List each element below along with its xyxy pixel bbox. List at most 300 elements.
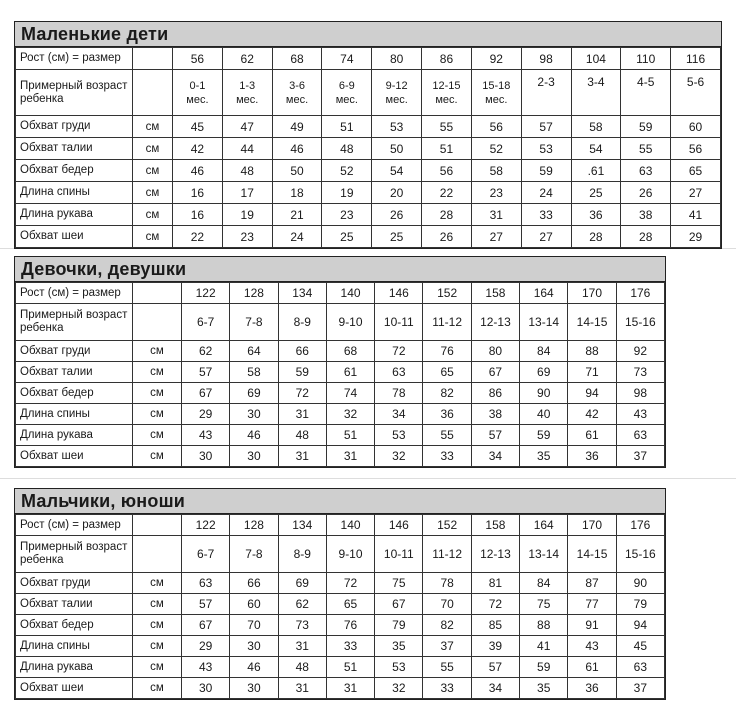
value-cell: 48: [278, 425, 326, 446]
value-cell: 57: [471, 657, 519, 678]
row-label: Рост (см) = размер: [16, 48, 133, 70]
table-row: [16, 116, 721, 138]
row-label: Рост (см) = размер: [16, 283, 133, 304]
unit-cell: см: [133, 160, 173, 182]
value-cell: 34: [471, 446, 519, 467]
value-cell: 46: [272, 138, 322, 160]
section-boys: [14, 488, 666, 700]
table-row: [16, 594, 665, 615]
value-cell: 52: [471, 138, 521, 160]
age-cell: 3-4: [571, 70, 621, 116]
value-cell: 46: [230, 657, 278, 678]
section-girls: [14, 256, 666, 468]
value-cell: 23: [322, 204, 372, 226]
unit-cell: [133, 304, 182, 341]
value-cell: 28: [422, 204, 472, 226]
unit-cell: см: [133, 615, 182, 636]
value-cell: 28: [571, 226, 621, 248]
value-cell: 43: [568, 636, 616, 657]
value-cell: 77: [568, 594, 616, 615]
value-cell: 66: [278, 341, 326, 362]
value-cell: 26: [621, 182, 671, 204]
value-cell: 90: [520, 383, 568, 404]
age-cell: 11-12: [423, 304, 471, 341]
value-cell: 81: [471, 573, 519, 594]
age-cell: 14-15: [568, 304, 616, 341]
row-label: Обхват талии: [16, 362, 133, 383]
value-cell: 79: [616, 594, 664, 615]
unit-cell: [133, 48, 173, 70]
value-cell: 58: [571, 116, 621, 138]
row-label: Обхват шеи: [16, 678, 133, 699]
value-cell: 72: [375, 341, 423, 362]
value-cell: 16: [173, 204, 223, 226]
size-cell: 140: [326, 283, 374, 304]
size-cell: 104: [571, 48, 621, 70]
value-cell: 31: [326, 678, 374, 699]
size-cell: 80: [372, 48, 422, 70]
value-cell: 20: [372, 182, 422, 204]
value-cell: 42: [173, 138, 223, 160]
value-cell: 29: [671, 226, 721, 248]
unit-cell: см: [133, 383, 182, 404]
size-cell: 56: [173, 48, 223, 70]
age-cell: 5-6: [671, 70, 721, 116]
unit-cell: см: [133, 425, 182, 446]
size-cell: 164: [520, 283, 568, 304]
age-cell: 3-6 мес.: [272, 70, 322, 116]
value-cell: 58: [471, 160, 521, 182]
value-cell: 66: [230, 573, 278, 594]
value-cell: 38: [471, 404, 519, 425]
age-cell: 15-18 мес.: [471, 70, 521, 116]
value-cell: 78: [375, 383, 423, 404]
table-row: [16, 226, 721, 248]
value-cell: 84: [520, 573, 568, 594]
size-table-boys: [15, 514, 665, 699]
table-row: [16, 138, 721, 160]
value-cell: 54: [372, 160, 422, 182]
value-cell: 72: [278, 383, 326, 404]
value-cell: 27: [671, 182, 721, 204]
value-cell: 37: [616, 678, 664, 699]
value-cell: 31: [278, 678, 326, 699]
value-cell: 94: [616, 615, 664, 636]
value-cell: 46: [173, 160, 223, 182]
value-cell: 45: [173, 116, 223, 138]
value-cell: 69: [230, 383, 278, 404]
size-cell: 116: [671, 48, 721, 70]
unit-cell: см: [133, 341, 182, 362]
value-cell: 56: [422, 160, 472, 182]
value-cell: 41: [671, 204, 721, 226]
value-cell: 39: [471, 636, 519, 657]
size-cell: 146: [375, 515, 423, 536]
value-cell: 72: [471, 594, 519, 615]
size-cell: 92: [471, 48, 521, 70]
size-cell: 128: [230, 515, 278, 536]
value-cell: 61: [326, 362, 374, 383]
table-row: [16, 657, 665, 678]
row-label: Обхват шеи: [16, 226, 133, 248]
table-row: [16, 636, 665, 657]
value-cell: 35: [520, 446, 568, 467]
age-cell: 8-9: [278, 536, 326, 573]
value-cell: 62: [182, 341, 230, 362]
value-cell: 56: [671, 138, 721, 160]
age-cell: 12-13: [471, 304, 519, 341]
value-cell: 63: [616, 657, 664, 678]
value-cell: 43: [182, 657, 230, 678]
value-cell: 37: [616, 446, 664, 467]
value-cell: 24: [521, 182, 571, 204]
section-title: Маленькие дети: [15, 22, 721, 47]
size-cell: 152: [423, 283, 471, 304]
unit-cell: см: [133, 362, 182, 383]
value-cell: 31: [471, 204, 521, 226]
value-cell: 75: [375, 573, 423, 594]
value-cell: 25: [571, 182, 621, 204]
value-cell: 65: [423, 362, 471, 383]
age-cell: 6-9 мес.: [322, 70, 372, 116]
value-cell: 56: [471, 116, 521, 138]
value-cell: 55: [423, 657, 471, 678]
value-cell: 53: [521, 138, 571, 160]
value-cell: 19: [322, 182, 372, 204]
value-cell: 18: [272, 182, 322, 204]
table-row: [16, 425, 665, 446]
value-cell: 73: [278, 615, 326, 636]
table-row: [16, 383, 665, 404]
unit-cell: см: [133, 636, 182, 657]
value-cell: 64: [230, 341, 278, 362]
value-cell: 29: [182, 404, 230, 425]
unit-cell: см: [133, 116, 173, 138]
value-cell: 16: [173, 182, 223, 204]
row-label: Обхват груди: [16, 573, 133, 594]
value-cell: 57: [521, 116, 571, 138]
size-cell: 176: [616, 515, 664, 536]
size-table-girls: [15, 282, 665, 467]
value-cell: 68: [326, 341, 374, 362]
value-cell: 53: [375, 425, 423, 446]
value-cell: 52: [322, 160, 372, 182]
table-row-age: [16, 70, 721, 116]
row-label: Обхват бедер: [16, 615, 133, 636]
value-cell: 59: [278, 362, 326, 383]
value-cell: 63: [621, 160, 671, 182]
size-cell: 134: [278, 515, 326, 536]
table-row: [16, 404, 665, 425]
size-cell: 110: [621, 48, 671, 70]
age-cell: 12-15 мес.: [422, 70, 472, 116]
value-cell: 51: [422, 138, 472, 160]
value-cell: 35: [375, 636, 423, 657]
value-cell: 65: [671, 160, 721, 182]
value-cell: 21: [272, 204, 322, 226]
row-label: Длина рукава: [16, 425, 133, 446]
value-cell: 46: [230, 425, 278, 446]
size-cell: 164: [520, 515, 568, 536]
value-cell: 29: [182, 636, 230, 657]
value-cell: 26: [422, 226, 472, 248]
row-label: Примерный возраст ребенка: [16, 536, 133, 573]
value-cell: 27: [471, 226, 521, 248]
size-cell: 134: [278, 283, 326, 304]
unit-cell: см: [133, 404, 182, 425]
age-cell: 9-10: [326, 304, 374, 341]
value-cell: 57: [471, 425, 519, 446]
value-cell: 31: [326, 446, 374, 467]
section-small-children: [14, 21, 722, 249]
value-cell: 33: [521, 204, 571, 226]
age-cell: 13-14: [520, 536, 568, 573]
age-cell: 15-16: [616, 536, 664, 573]
value-cell: 50: [272, 160, 322, 182]
value-cell: 60: [671, 116, 721, 138]
age-cell: 13-14: [520, 304, 568, 341]
value-cell: 43: [616, 404, 664, 425]
unit-cell: см: [133, 657, 182, 678]
value-cell: 67: [471, 362, 519, 383]
value-cell: 24: [272, 226, 322, 248]
size-cell: 170: [568, 515, 616, 536]
table-row: [16, 362, 665, 383]
unit-cell: см: [133, 204, 173, 226]
unit-cell: [133, 536, 182, 573]
size-cell: 170: [568, 283, 616, 304]
age-cell: 10-11: [375, 304, 423, 341]
age-cell: 6-7: [182, 304, 230, 341]
unit-cell: см: [133, 138, 173, 160]
size-cell: 98: [521, 48, 571, 70]
age-cell: 7-8: [230, 536, 278, 573]
row-label: Обхват бедер: [16, 160, 133, 182]
value-cell: 61: [568, 425, 616, 446]
row-label: Длина рукава: [16, 204, 133, 226]
value-cell: 33: [423, 446, 471, 467]
value-cell: 36: [423, 404, 471, 425]
section-title: Мальчики, юноши: [15, 489, 665, 514]
value-cell: 30: [182, 678, 230, 699]
value-cell: 31: [278, 404, 326, 425]
value-cell: 27: [521, 226, 571, 248]
unit-cell: [133, 70, 173, 116]
value-cell: 63: [616, 425, 664, 446]
value-cell: 32: [326, 404, 374, 425]
age-cell: 7-8: [230, 304, 278, 341]
size-cell: 128: [230, 283, 278, 304]
value-cell: 25: [322, 226, 372, 248]
row-label: Длина спины: [16, 636, 133, 657]
value-cell: 30: [182, 446, 230, 467]
value-cell: 80: [471, 341, 519, 362]
size-cell: 122: [182, 515, 230, 536]
age-cell: 6-7: [182, 536, 230, 573]
size-cell: 176: [616, 283, 664, 304]
value-cell: 59: [520, 425, 568, 446]
value-cell: 34: [471, 678, 519, 699]
unit-cell: см: [133, 182, 173, 204]
value-cell: 30: [230, 404, 278, 425]
size-cell: 140: [326, 515, 374, 536]
table-row-size: [16, 515, 665, 536]
value-cell: 38: [621, 204, 671, 226]
value-cell: 94: [568, 383, 616, 404]
value-cell: 26: [372, 204, 422, 226]
value-cell: 70: [423, 594, 471, 615]
value-cell: 51: [326, 425, 374, 446]
value-cell: 41: [520, 636, 568, 657]
unit-cell: [133, 283, 182, 304]
value-cell: 57: [182, 362, 230, 383]
value-cell: 23: [471, 182, 521, 204]
value-cell: 70: [230, 615, 278, 636]
table-row-age: [16, 536, 665, 573]
row-label: Обхват шеи: [16, 446, 133, 467]
value-cell: 34: [375, 404, 423, 425]
value-cell: 59: [520, 657, 568, 678]
value-cell: 71: [568, 362, 616, 383]
age-cell: 8-9: [278, 304, 326, 341]
value-cell: 78: [423, 573, 471, 594]
value-cell: 92: [616, 341, 664, 362]
value-cell: 30: [230, 678, 278, 699]
table-row: [16, 204, 721, 226]
value-cell: 53: [372, 116, 422, 138]
row-label: Примерный возраст ребенка: [16, 304, 133, 341]
size-cell: 146: [375, 283, 423, 304]
table-row-age: [16, 304, 665, 341]
value-cell: 63: [182, 573, 230, 594]
row-label: Рост (см) = размер: [16, 515, 133, 536]
value-cell: 82: [423, 615, 471, 636]
age-cell: 0-1 мес.: [173, 70, 223, 116]
value-cell: 36: [568, 678, 616, 699]
age-cell: 9-10: [326, 536, 374, 573]
age-cell: 9-12 мес.: [372, 70, 422, 116]
age-cell: 12-13: [471, 536, 519, 573]
unit-cell: см: [133, 573, 182, 594]
row-label: Обхват груди: [16, 341, 133, 362]
table-row: [16, 615, 665, 636]
value-cell: 67: [182, 615, 230, 636]
value-cell: 98: [616, 383, 664, 404]
value-cell: 90: [616, 573, 664, 594]
value-cell: 88: [568, 341, 616, 362]
value-cell: 75: [520, 594, 568, 615]
value-cell: 79: [375, 615, 423, 636]
value-cell: 82: [423, 383, 471, 404]
value-cell: 55: [621, 138, 671, 160]
row-label: Длина спины: [16, 404, 133, 425]
value-cell: 36: [571, 204, 621, 226]
size-cell: 74: [322, 48, 372, 70]
value-cell: 54: [571, 138, 621, 160]
value-cell: 53: [375, 657, 423, 678]
value-cell: 31: [278, 446, 326, 467]
value-cell: 74: [326, 383, 374, 404]
age-cell: 4-5: [621, 70, 671, 116]
table-row-size: [16, 283, 665, 304]
table-row-size: [16, 48, 721, 70]
value-cell: 88: [520, 615, 568, 636]
value-cell: 69: [278, 573, 326, 594]
size-cell: 158: [471, 283, 519, 304]
value-cell: 85: [471, 615, 519, 636]
value-cell: 33: [326, 636, 374, 657]
table-row: [16, 182, 721, 204]
value-cell: 61: [568, 657, 616, 678]
value-cell: 23: [222, 226, 272, 248]
value-cell: 30: [230, 636, 278, 657]
unit-cell: см: [133, 446, 182, 467]
size-cell: 62: [222, 48, 272, 70]
value-cell: 19: [222, 204, 272, 226]
value-cell: 67: [182, 383, 230, 404]
row-label: Длина спины: [16, 182, 133, 204]
value-cell: 63: [375, 362, 423, 383]
value-cell: 36: [568, 446, 616, 467]
value-cell: 33: [423, 678, 471, 699]
value-cell: 49: [272, 116, 322, 138]
value-cell: 58: [230, 362, 278, 383]
value-cell: 87: [568, 573, 616, 594]
value-cell: 57: [182, 594, 230, 615]
size-cell: 158: [471, 515, 519, 536]
value-cell: 40: [520, 404, 568, 425]
row-label: Обхват талии: [16, 138, 133, 160]
value-cell: 22: [422, 182, 472, 204]
row-label: Обхват талии: [16, 594, 133, 615]
value-cell: 55: [422, 116, 472, 138]
table-row: [16, 573, 665, 594]
value-cell: 76: [423, 341, 471, 362]
value-cell: 91: [568, 615, 616, 636]
value-cell: 22: [173, 226, 223, 248]
age-cell: 15-16: [616, 304, 664, 341]
value-cell: 62: [278, 594, 326, 615]
size-cell: 86: [422, 48, 472, 70]
age-cell: 1-3 мес.: [222, 70, 272, 116]
value-cell: 31: [278, 636, 326, 657]
value-cell: 60: [230, 594, 278, 615]
value-cell: 76: [326, 615, 374, 636]
value-cell: 73: [616, 362, 664, 383]
row-label: Примерный возраст ребенка: [16, 70, 133, 116]
table-row: [16, 341, 665, 362]
row-label: Длина рукава: [16, 657, 133, 678]
table-row: [16, 678, 665, 699]
age-cell: 2-3: [521, 70, 571, 116]
value-cell: 72: [326, 573, 374, 594]
size-table-small-children: [15, 47, 721, 248]
unit-cell: см: [133, 226, 173, 248]
value-cell: 67: [375, 594, 423, 615]
value-cell: 32: [375, 446, 423, 467]
value-cell: 28: [621, 226, 671, 248]
age-cell: 14-15: [568, 536, 616, 573]
unit-cell: [133, 515, 182, 536]
table-row: [16, 160, 721, 182]
value-cell: 47: [222, 116, 272, 138]
value-cell: 37: [423, 636, 471, 657]
value-cell: 48: [278, 657, 326, 678]
value-cell: 25: [372, 226, 422, 248]
size-cell: 68: [272, 48, 322, 70]
value-cell: 84: [520, 341, 568, 362]
size-cell: 122: [182, 283, 230, 304]
